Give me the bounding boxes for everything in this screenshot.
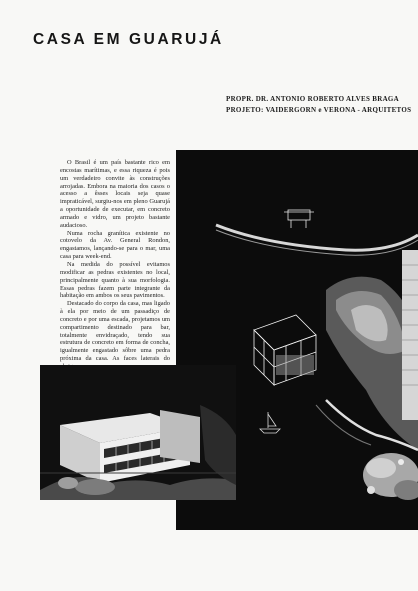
paragraph: Na medida do possível evitamos modificar as pedras existentes no local, principalmente quanto à sua morfologia. Essas pedras fazem parte integrante da habitação em ambos os seus pavimentos. <box>60 260 170 300</box>
architectural-model-photo-icon <box>40 365 236 500</box>
paragraph: Numa rocha granítica existente no cotovelo da Av. General Rondon, engastamos, lançando-se para o mar, uma casa para week-end. <box>60 229 170 261</box>
model-photo-lower <box>40 365 236 500</box>
article-body <box>60 159 170 371</box>
page-title: CASA EM GUARUJÁ <box>33 31 224 48</box>
paragraph: O Brasil é um país bastante rico em encostas marítimas, e essa riqueza é pois um verdadeiro convite às construções arrojadas. Embora na maioria dos casos o acesso a êsses locais seja quase impraticável, surgiu-nos em pleno Guarujá a oportunidade de executar, em concreto armado e vidro, um projeto bastante audacioso. <box>60 159 170 229</box>
owner-credit: PROPR. DR. ANTONIO ROBERTO ALVES BRAGA <box>226 95 400 103</box>
paragraph: Destacado do corpo da casa, mas ligado à ela por meio de um passadiço de concreto e por uma escada, projetamos um compartimento destinado para bar, totalmente envidraçado, tendo sua estrutura de concreto em forma de concha, igualmente engastado sôbre uma pedra próxima da casa. As faces laterais do <box>60 300 170 363</box>
architect-credit: PROJETO: VAIDERGORN e VERONA - ARQUITETOS <box>226 106 412 114</box>
credits-block <box>226 94 411 116</box>
